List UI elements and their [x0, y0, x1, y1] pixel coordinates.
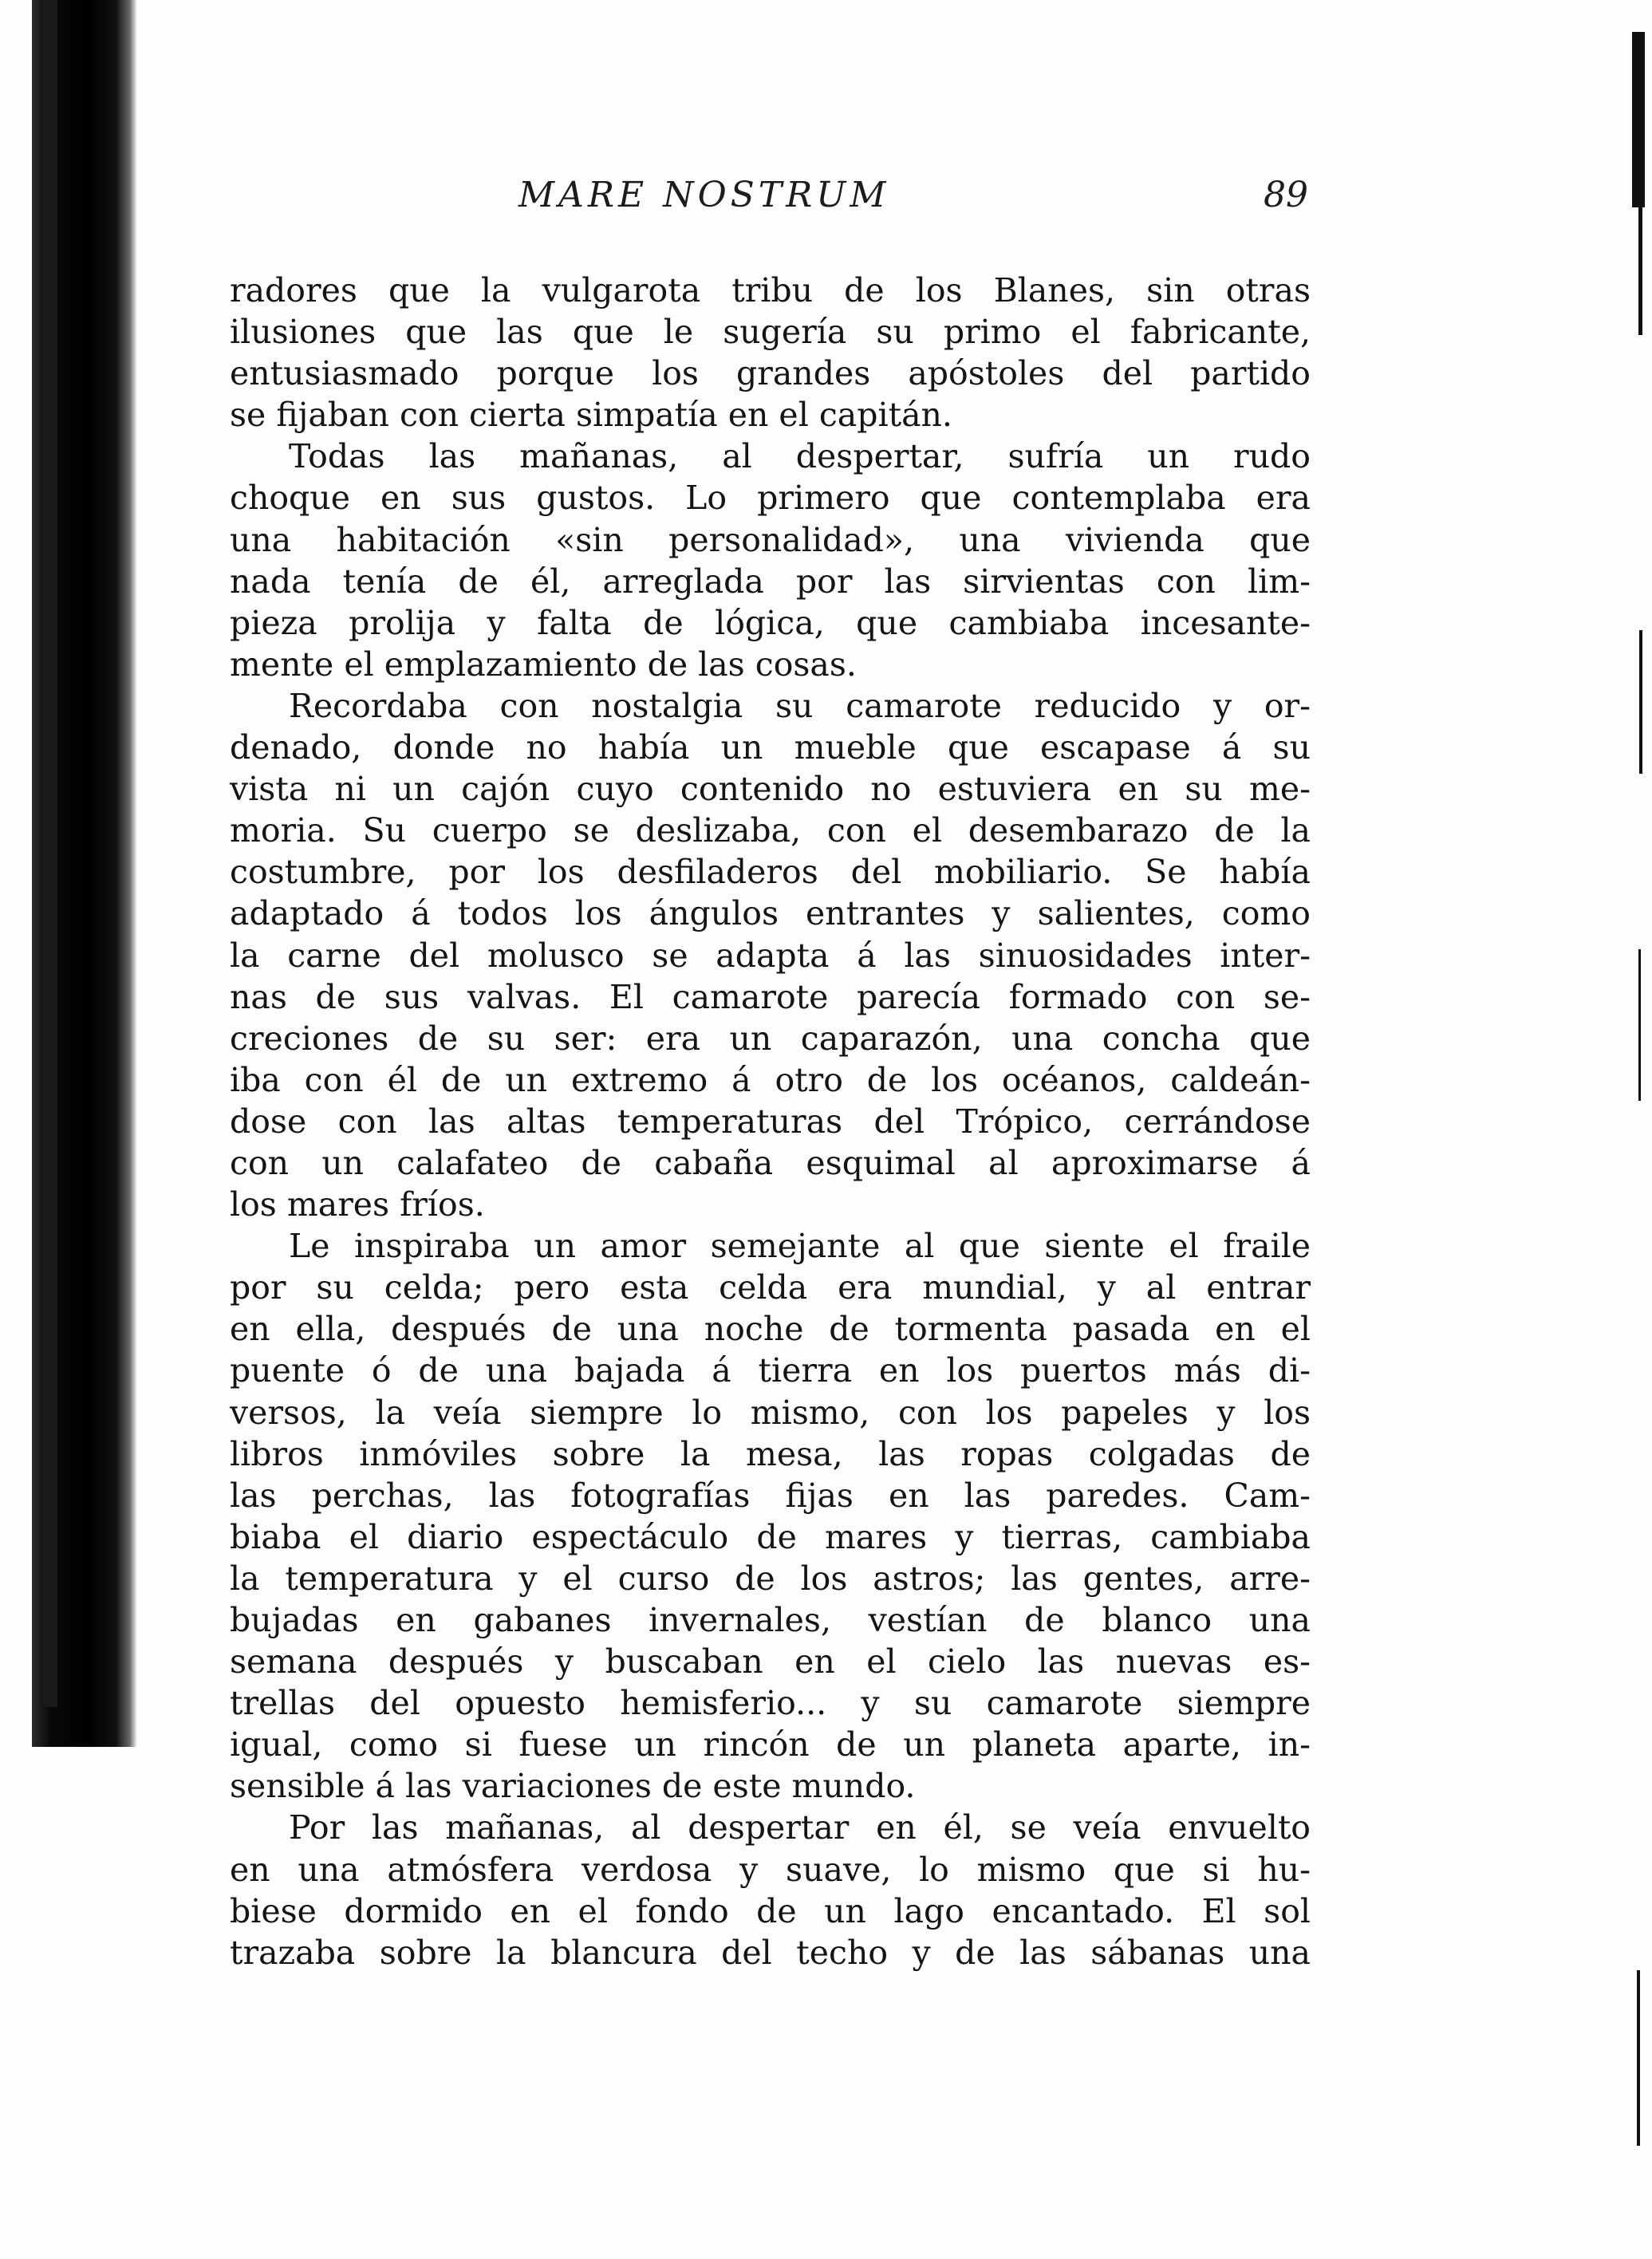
text-line: trellas del opuesto hemisferio... y su camarote siempre — [230, 1684, 1311, 1723]
text-line: libros inmóviles sobre la mesa, las ropas colgadas de — [230, 1434, 1311, 1473]
text-line: radores que la vulgarota tribu de los Blanes, sin otras — [230, 271, 1311, 309]
text-line: denado, donde no había un mueble que escapase á su — [230, 728, 1311, 767]
text-line: creciones de su ser: era un caparazón, una concha que — [230, 1019, 1311, 1058]
scan-mark-right-1 — [1638, 207, 1642, 335]
text-line: las perchas, las fotografías fijas en las paredes. Cam- — [230, 1476, 1311, 1515]
text-line: costumbre, por los desfiladeros del mobiliario. Se había — [230, 853, 1311, 892]
text-line: iba con él de un extremo á otro de los océanos, caldeán- — [230, 1060, 1311, 1099]
text-line: Recordaba con nostalgia su camarote reducido y or- — [289, 686, 1311, 725]
text-line: versos, la veía siempre lo mismo, con los papeles y los — [230, 1393, 1311, 1432]
scan-mark-right-3 — [1638, 949, 1641, 1101]
text-line: Todas las mañanas, al despertar, sufría un rudo — [289, 437, 1311, 476]
text-line: igual, como si fuese un rincón de un planeta aparte, in- — [230, 1725, 1311, 1764]
scan-mark-top-right — [1632, 32, 1645, 207]
scan-mark-right-4 — [1637, 1970, 1640, 2146]
text-line: los mares fríos. — [230, 1185, 485, 1224]
body-text — [230, 270, 1311, 1973]
text-line: mente el emplazamiento de las cosas. — [230, 645, 857, 684]
text-line: Por las mañanas, al despertar en él, se veía envuelto — [289, 1808, 1311, 1847]
text-line: vista ni un cajón cuyo contenido no estuviera en su me- — [230, 770, 1311, 809]
text-line: biese dormido en el fondo de un lago encantado. El sol — [230, 1891, 1311, 1930]
text-line: ilusiones que las que le sugería su primo el fabricante, — [230, 313, 1311, 352]
text-line: sensible á las variaciones de este mundo. — [230, 1767, 916, 1806]
text-line: se fijaban con cierta simpatía en el capitán. — [230, 396, 952, 435]
text-line: en una atmósfera verdosa y suave, lo mismo que si hu- — [230, 1850, 1311, 1889]
text-line: dose con las altas temperaturas del Trópico, cerrándose — [230, 1102, 1311, 1141]
page-number: 89 — [1264, 175, 1308, 215]
text-line: nada tenía de él, arreglada por las sirvientas con lim- — [230, 562, 1311, 601]
text-line: la carne del molusco se adapta á las sinuosidades inter- — [230, 936, 1311, 975]
text-line: Le inspiraba un amor semejante al que siente el fraile — [289, 1227, 1311, 1266]
text-line: bujadas en gabanes invernales, vestían de blanco una — [230, 1601, 1311, 1639]
text-line: nas de sus valvas. El camarote parecía formado con se- — [230, 977, 1311, 1016]
running-title: MARE NOSTRUM — [518, 175, 890, 215]
text-line: entusiasmado porque los grandes apóstoles del partido — [230, 354, 1311, 393]
text-line: la temperatura y el curso de los astros; las gentes, arre- — [230, 1559, 1311, 1598]
text-line: biaba el diario espectáculo de mares y tierras, cambiaba — [230, 1517, 1311, 1556]
text-line: trazaba sobre la blancura del techo y de las sábanas una — [230, 1933, 1311, 1972]
text-line: con un calafateo de cabaña esquimal al aproximarse á — [230, 1143, 1311, 1182]
text-line: por su celda; pero esta celda era mundial, y al entrar — [230, 1268, 1311, 1307]
scan-mark-right-2 — [1639, 630, 1642, 774]
page-header — [231, 171, 1308, 227]
text-line: puente ó de una bajada á tierra en los puertos más di- — [230, 1351, 1311, 1390]
text-line: moria. Su cuerpo se deslizaba, con el desembarazo de la — [230, 811, 1311, 850]
text-line: en ella, después de una noche de tormenta pasada en el — [230, 1310, 1311, 1349]
text-line: pieza prolija y falta de lógica, que cambiaba incesante- — [230, 603, 1311, 642]
text-line: adaptado á todos los ángulos entrantes y salientes, como — [230, 894, 1311, 933]
text-line: choque en sus gustos. Lo primero que contemplaba era — [230, 479, 1311, 518]
text-line: una habitación «sin personalidad», una vivienda que — [230, 520, 1311, 559]
text-line: semana después y buscaban en el cielo las nuevas es- — [230, 1642, 1311, 1681]
binding-edge — [43, 0, 57, 1707]
